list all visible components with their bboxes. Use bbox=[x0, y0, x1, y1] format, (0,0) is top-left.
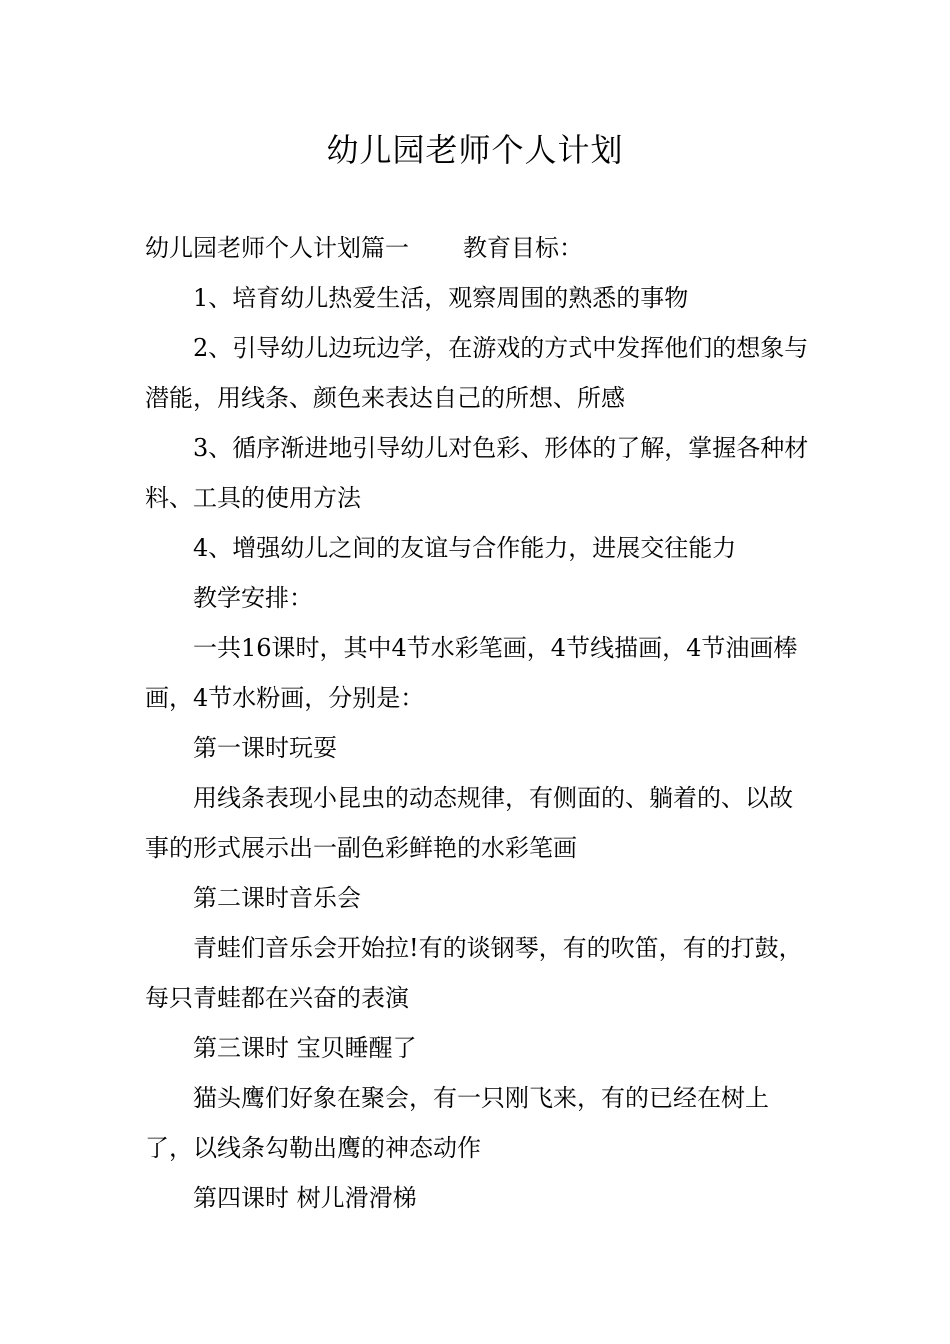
paragraph-goal-1: 1、培育幼儿热爱生活，观察周围的熟悉的事物 bbox=[193, 284, 689, 312]
lesson-2-description: 青蛙们音乐会开始拉!有的谈钢琴，有的吹笛，有的打鼓，每只青蛙都在兴奋的表演 bbox=[145, 934, 803, 1012]
intro-line bbox=[145, 223, 810, 273]
paragraph-schedule-summary: 一共16课时，其中4节水彩笔画，4节线描画，4节油画棒画，4节水粉画，分别是： bbox=[145, 634, 798, 712]
paragraph-goal-3: 3、循序渐进地引导幼儿对色彩、形体的了解，掌握各种材料、工具的使用方法 bbox=[145, 434, 809, 512]
lesson-3-description: 猫头鹰们好象在聚会，有一只刚飞来，有的已经在树上了，以线条勾勒出鹰的神态动作 bbox=[145, 1084, 769, 1162]
intro-label: 教育目标： bbox=[463, 234, 583, 262]
document-body bbox=[145, 223, 810, 1223]
intro-heading: 幼儿园老师个人计划篇一 bbox=[145, 234, 409, 262]
lesson-1-title: 第一课时玩耍 bbox=[193, 734, 337, 762]
lesson-3-title: 第三课时 宝贝睡醒了 bbox=[193, 1034, 417, 1062]
paragraph-goal-2: 2、引导幼儿边玩边学，在游戏的方式中发挥他们的想象与潜能，用线条、颜色来表达自己的所想、所感 bbox=[145, 334, 809, 412]
paragraph-goal-4: 4、增强幼儿之间的友谊与合作能力，进展交往能力 bbox=[193, 534, 737, 562]
lesson-4-title: 第四课时 树儿滑滑梯 bbox=[193, 1184, 417, 1212]
document-title: 幼儿园老师个人计划 bbox=[326, 131, 624, 169]
lesson-1-description: 用线条表现小昆虫的动态规律，有侧面的、躺着的、以故事的形式展示出一副色彩鲜艳的水彩笔画 bbox=[145, 784, 793, 862]
lesson-2-title: 第二课时音乐会 bbox=[193, 884, 361, 912]
paragraph-schedule-heading: 教学安排： bbox=[193, 584, 313, 612]
